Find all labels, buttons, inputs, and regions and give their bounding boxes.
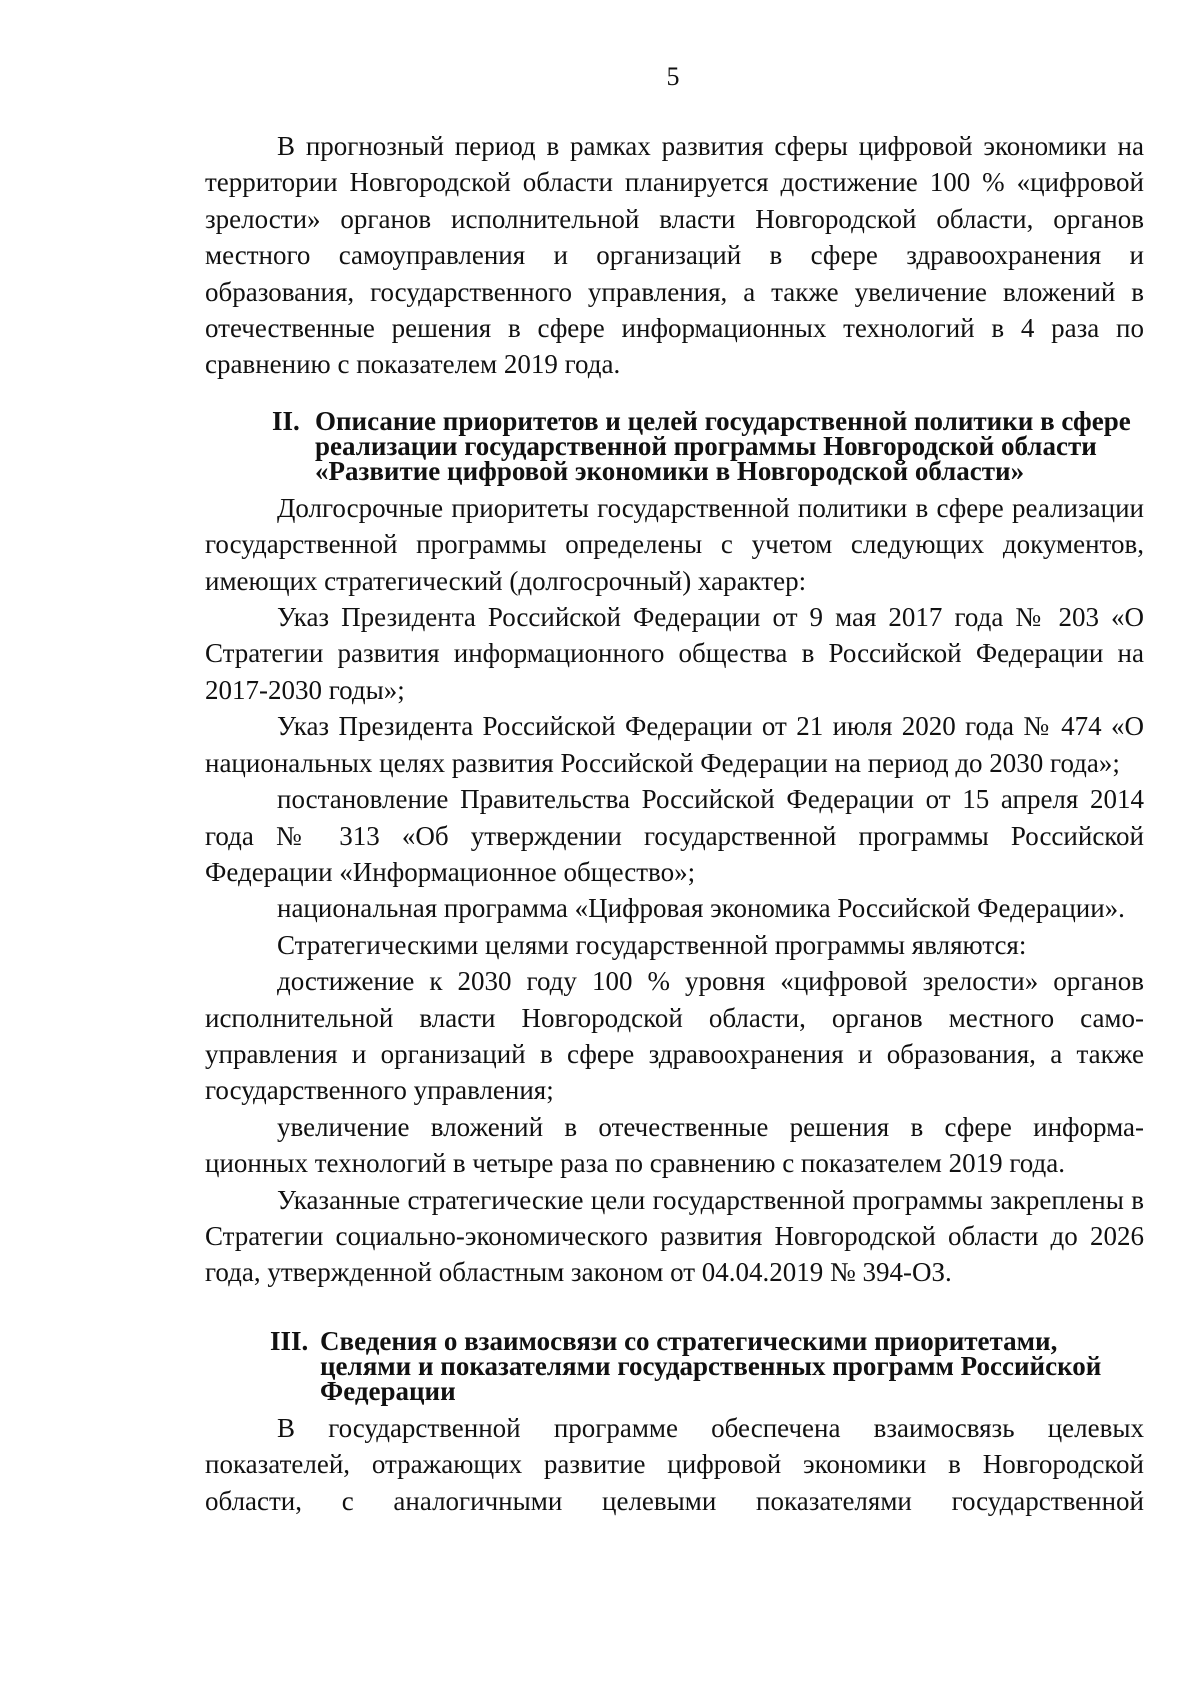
document-body bbox=[205, 128, 1144, 1519]
section-3-title: Сведения о взаимосвязи со стратегическими приоритетами, целями и показателями государственных программ Российской Федерации bbox=[320, 1325, 1102, 1406]
section-2-paragraph: Указ Президента Российской Федерации от 9 мая 2017 года № 203 «О Стратегии развития информационного общества в Российской Федерации на 2017-2030 годы»; bbox=[205, 602, 1144, 705]
section-3-paragraph: В государственной программе обеспечена взаимосвязь целевых показателей, отражающих развитие цифровой экономики в Новгородской области, с аналогичными целевыми показателями государственной bbox=[205, 1412, 1144, 1516]
spacer bbox=[205, 1291, 1144, 1329]
section-2-heading bbox=[205, 405, 1144, 486]
section-2-paragraph: Стратегическими целями государственной программы являются: bbox=[277, 929, 1027, 960]
intro-paragraph: В прогнозный период в рамках развития сферы цифровой экономики на территории Новгородской области планируется достижение 100 % «цифровой зрелости» органов исполнительной власти Новгородской области, органов местного самоуправления и организаций в сфере здравоохранения и образования, государственного управления, а также увеличение вложений в отечественные решения в сфере информационных технологий в 4 раза по сравнению с показателем 2019 года. bbox=[205, 131, 1144, 380]
section-2-number: II. bbox=[272, 405, 300, 436]
spacer bbox=[205, 383, 1144, 409]
page-number: 5 bbox=[666, 62, 680, 91]
section-2-paragraph: достижение к 2030 году 100 % уровня «цифровой зрелости» органов исполнительной власти Новгородской области, органов местного само-управления и организаций в сфере здравоохранения и образования, а также государственного управления; bbox=[205, 966, 1144, 1106]
section-3-heading bbox=[205, 1325, 1144, 1406]
section-2-paragraph: постановление Правительства Российской Федерации от 15 апреля 2014 года № 313 «Об утверждении государственной программы Российской Федерации «Информационное общество»; bbox=[205, 784, 1144, 887]
section-3-number: III. bbox=[270, 1325, 309, 1356]
section-2-paragraph: национальная программа «Цифровая экономика Российской Федерации». bbox=[277, 893, 1125, 924]
section-2-paragraph: увеличение вложений в отечественные решения в сфере информа-ционных технологий в четыре раза по сравнению с показателем 2019 года. bbox=[205, 1111, 1144, 1179]
section-2-paragraph: Долгосрочные приоритеты государственной политики в сфере реализации государственной программы определены с учетом следующих документов, имеющих стратегический (долгосрочный) характер: bbox=[205, 492, 1144, 596]
section-2-title: Описание приоритетов и целей государственной политики в сфере реализации государственной программы Новгородской области «Развитие цифровой экономики в Новгородской области» bbox=[315, 405, 1131, 486]
section-2-paragraph: Указ Президента Российской Федерации от 21 июля 2020 года № 474 «О национальных целях развития Российской Федерации на период до 2030 года»; bbox=[205, 711, 1144, 778]
section-2-paragraph: Указанные стратегические цели государственной программы закреплены в Стратегии социально-экономического развития Новгородской области до 2026 года, утвержденной областным законом от 04.04.2019 № 394-ОЗ. bbox=[205, 1184, 1144, 1288]
